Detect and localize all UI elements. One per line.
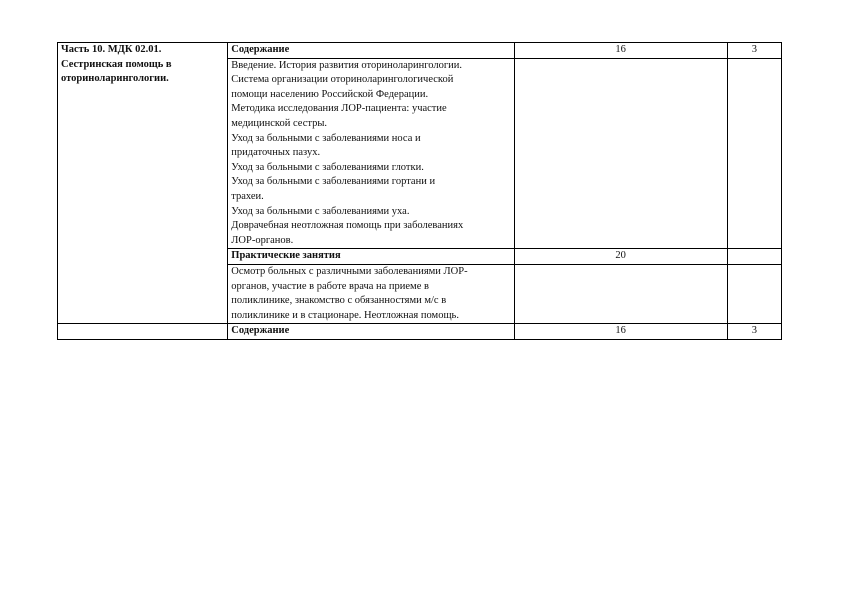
empty-cell bbox=[727, 249, 781, 265]
empty-cell bbox=[727, 264, 781, 323]
practice-text-line: Осмотр больных с различными заболеваниями ЛОР- bbox=[231, 265, 468, 277]
content-text-line: Методика исследования ЛОР-пациента: участие bbox=[231, 103, 447, 115]
empty-cell bbox=[514, 264, 727, 323]
content-text-line: трахеи. bbox=[231, 190, 264, 202]
practice-text-line: органов, участие в работе врача на приеме в bbox=[231, 280, 429, 292]
empty-cell bbox=[58, 324, 228, 340]
content-text-line: Уход за больными с заболеваниями уха. bbox=[231, 205, 410, 217]
topic-title-line: Часть 10. МДК 02.01. bbox=[61, 44, 162, 55]
content-text-line: Уход за больными с заболеваниями глотки. bbox=[231, 161, 424, 173]
topic-title-line: оториноларингологии. bbox=[61, 73, 169, 85]
content-text-line: Уход за больными с заболеваниями носа и bbox=[231, 132, 421, 144]
practice-label: Практические занятия bbox=[228, 249, 514, 265]
practice-text-line: поликлинике и в стационаре. Неотложная помощь. bbox=[231, 309, 459, 321]
table-row-content-header bbox=[58, 43, 782, 59]
content-text-line: Введение. История развития оториноларингологии. bbox=[231, 59, 463, 71]
content-label: Содержание bbox=[228, 324, 514, 340]
practice-hours: 20 bbox=[514, 249, 727, 265]
practice-text-line: поликлинике, знакомство с обязанностями м/с в bbox=[231, 295, 447, 307]
content-text-line: медицинской сестры. bbox=[231, 117, 328, 129]
syllabus-table bbox=[57, 42, 782, 340]
content-level: 3 bbox=[727, 324, 781, 340]
empty-cell bbox=[727, 58, 781, 249]
content-text-line: Система организации оториноларингологической bbox=[231, 74, 454, 86]
content-text-line: помощи населению Российской Федерации. bbox=[231, 88, 429, 100]
content-text-line: Доврачебная неотложная помощь при заболеваниях bbox=[231, 220, 464, 232]
topic-title-line: Сестринская помощь в bbox=[61, 58, 172, 70]
content-hours: 16 bbox=[514, 324, 727, 340]
empty-cell bbox=[514, 58, 727, 249]
content-text-line: ЛОР-органов. bbox=[231, 234, 294, 246]
content-label: Содержание bbox=[228, 43, 514, 59]
table-row-content-header-2 bbox=[58, 324, 782, 340]
practice-text-cell bbox=[228, 264, 514, 323]
content-text-line: придаточных пазух. bbox=[231, 147, 321, 159]
content-level: 3 bbox=[727, 43, 781, 59]
content-text-line: Уход за больными с заболеваниями гортани и bbox=[231, 176, 436, 188]
content-hours: 16 bbox=[514, 43, 727, 59]
topic-title-cell bbox=[58, 43, 228, 324]
content-text-cell bbox=[228, 58, 514, 249]
